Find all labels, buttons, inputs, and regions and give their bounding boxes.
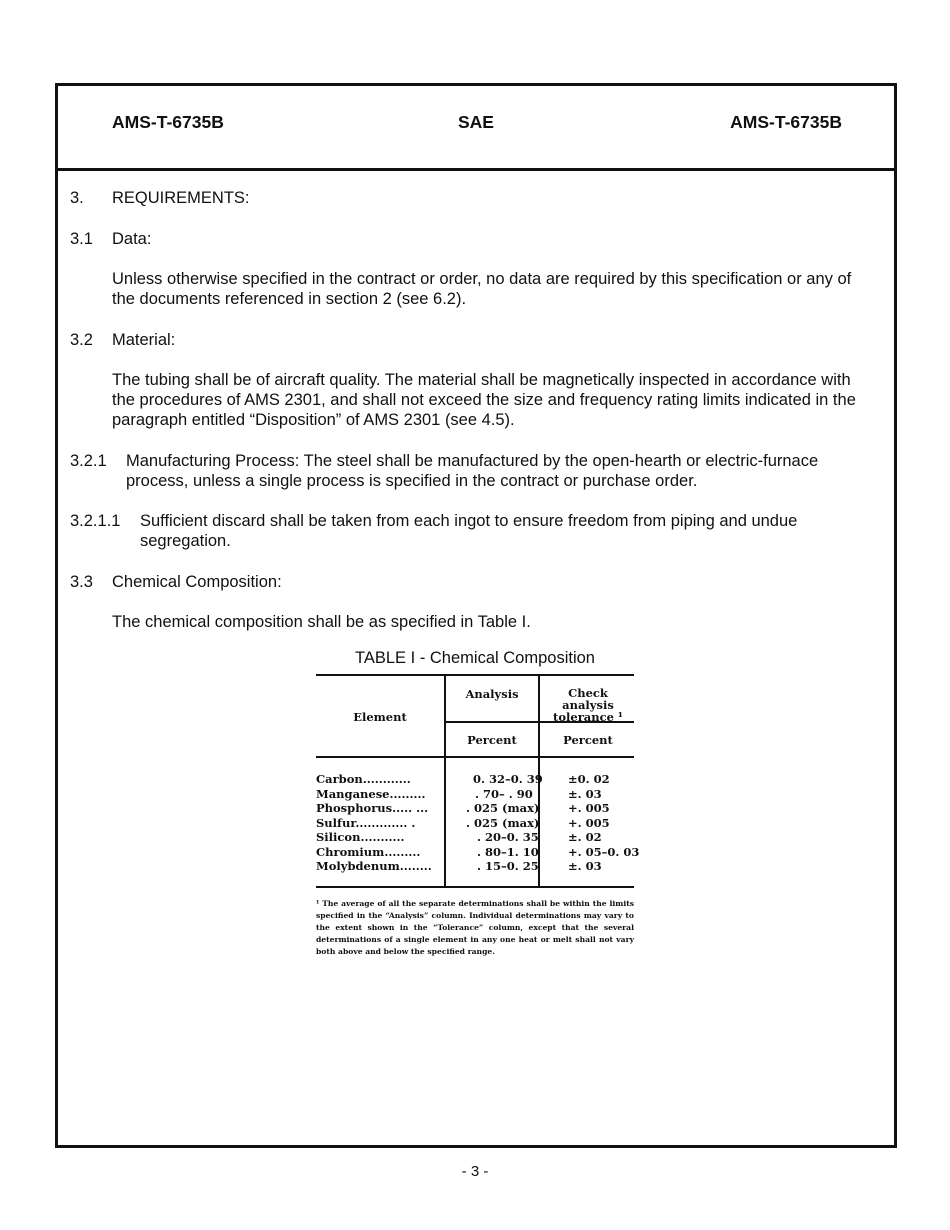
table-row-tolerance: ±. 03 — [568, 786, 602, 801]
header-doc-id-right: AMS-T-6735B — [730, 112, 842, 132]
table-row-tolerance: +. 05–0. 03 — [568, 844, 640, 859]
section-number: 3.2.1.1 — [70, 512, 121, 530]
section-heading: REQUIREMENTS: — [112, 189, 250, 207]
header-check-unit: Percent — [563, 733, 613, 747]
paragraph: Manufacturing Process: The steel shall be manufactured by the open-hearth or electric-furnace process, unless a single process is specified in the contract or purchase order. — [126, 452, 819, 490]
table-footnote: ¹ The average of all the separate determinations shall be within the limits specified in the “Analysis” column. Individual determinations may vary to the extent shown in the “Tolerance” column, except that the several determinations of a single element in any one heat or melt shall not vary both above and below the specified range. — [316, 899, 634, 956]
table-caption: TABLE I - Chemical Composition — [355, 649, 595, 667]
table-row-element: Molybdenum........ — [316, 859, 432, 873]
table-row-element: Silicon........... — [316, 830, 405, 844]
section-heading: Data: — [112, 230, 152, 248]
header-org: SAE — [458, 112, 494, 132]
table-row-analysis: . 20–0. 35 — [477, 830, 539, 844]
header-analysis: Analysis — [465, 687, 519, 701]
table-row-element: Manganese......... — [316, 786, 426, 801]
table-row-element: Phosphorus..... ... — [316, 801, 429, 815]
table-row-tolerance: ±. 03 — [568, 859, 602, 873]
table-row-analysis: 0. 32–0. 39 — [473, 772, 543, 786]
table-row-analysis: . 15–0. 25 — [477, 859, 539, 873]
header-doc-id-left: AMS-T-6735B — [112, 112, 224, 132]
paragraph: Sufficient discard shall be taken from each ingot to ensure freedom from piping and undue segregation. — [140, 512, 798, 550]
table-row-analysis: . 025 (max) — [466, 801, 540, 815]
section-number: 3.2.1 — [70, 452, 107, 470]
page-number: - 3 - — [461, 1163, 489, 1180]
header-element: Element — [353, 710, 407, 724]
section-heading: Chemical Composition: — [112, 573, 282, 591]
table-row-tolerance: ±0. 02 — [568, 772, 610, 786]
table-divider — [444, 674, 446, 886]
table-subheader-rule — [316, 756, 634, 758]
table-row-element: Chromium......... — [316, 844, 421, 859]
section-number: 3.3 — [70, 573, 93, 591]
table-row-tolerance: +. 005 — [568, 801, 610, 815]
table-row-element: Sulfur............. . — [316, 815, 416, 830]
table-row-tolerance: ±. 02 — [568, 830, 602, 844]
table-row-tolerance: +. 005 — [568, 815, 610, 830]
table-row-analysis: . 70– . 90 — [475, 786, 533, 801]
section-number: 3.1 — [70, 230, 93, 248]
table-row-analysis: . 025 (max) — [466, 815, 540, 830]
table-row-element: Carbon............ — [316, 772, 411, 786]
table-row-analysis: . 80–1. 10 — [477, 844, 539, 859]
table-top-rule — [316, 674, 634, 676]
page-header — [58, 86, 894, 171]
paragraph: The chemical composition shall be as specified in Table I. — [112, 613, 531, 631]
paragraph: The tubing shall be of aircraft quality. The material shall be magnetically inspected in accordance with the procedures of AMS 2301, and shall not exceed the size and frequency rating limits indicated in the paragraph entitled “Disposition” of AMS 2301 (see 4.5). — [112, 371, 856, 429]
section-number: 3.2 — [70, 331, 93, 349]
header-check-tolerance: Check analysis tolerance ¹ — [553, 686, 623, 724]
section-heading: Material: — [112, 331, 176, 349]
section-number: 3. — [70, 189, 84, 207]
paragraph: Unless otherwise specified in the contract or order, no data are required by this specification or any of the documents referenced in section 2 (see 6.2). — [112, 270, 852, 308]
table-bottom-rule — [316, 886, 634, 888]
header-analysis-unit: Percent — [467, 733, 517, 747]
